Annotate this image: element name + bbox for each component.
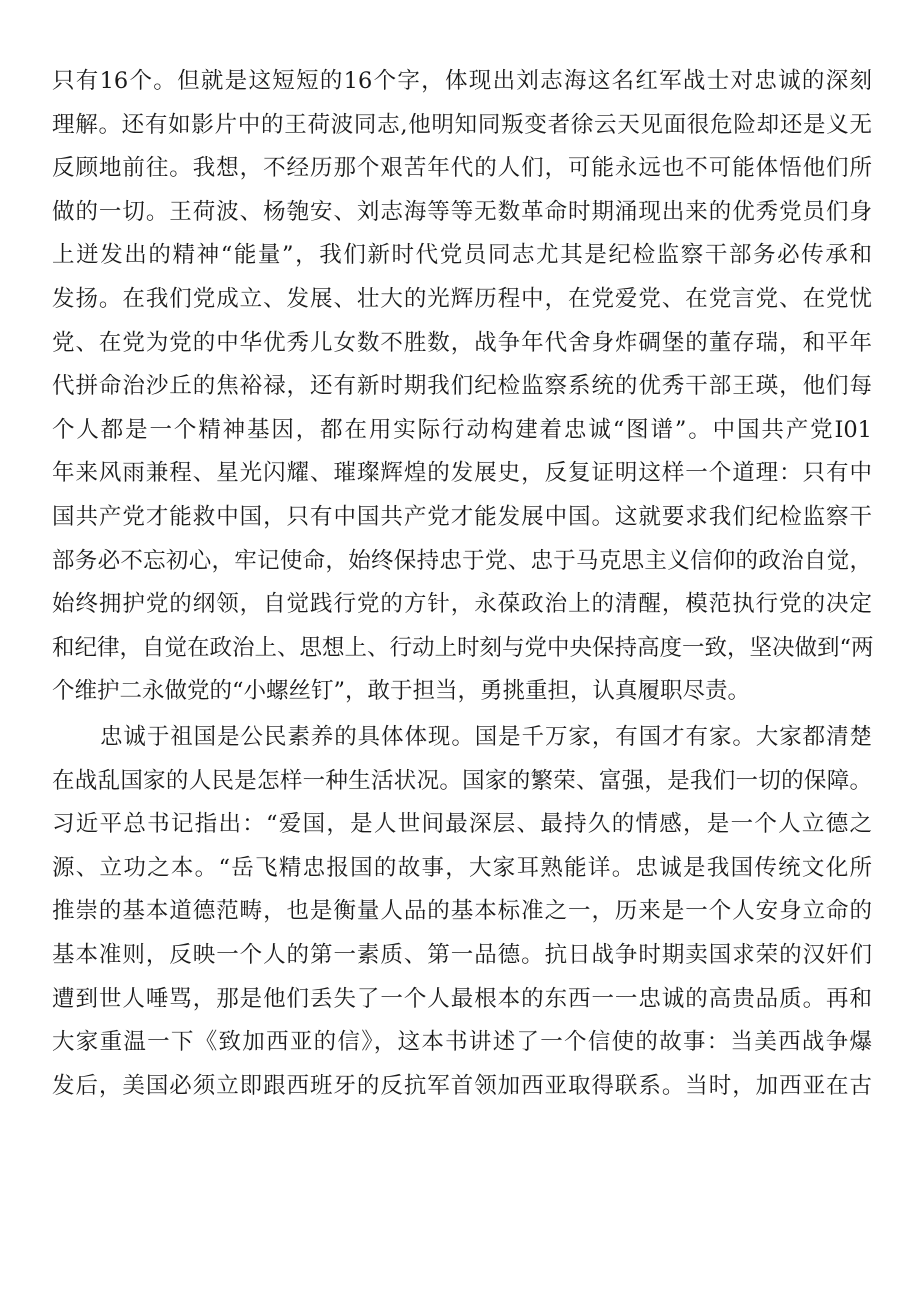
text-line: 基本准则，反映一个人的第一素质、第一品德。抗日战争时期卖国求荣的汉奸们 (52, 941, 872, 968)
text-line: 始终拥护党的纲领，自觉践行党的方针，永葆政治上的清醒，模范执行党的决定 (52, 591, 872, 618)
text-line: 推崇的基本道德范畴，也是衡量人品的基本标准之一，历来是一个人安身立命的 (52, 898, 872, 925)
text-line: 党、在党为党的中华优秀儿女数不胜数，战争年代舍身炸碉堡的董存瑞，和平年 (52, 329, 872, 356)
text-line: 代拼命治沙丘的焦裕禄，还有新时期我们纪检监察系统的优秀干部王瑛，他们每 (52, 373, 872, 400)
text-line: 忠诚于祖国是公民素养的具体体现。国是千万家，有国才有家。大家都清楚 (100, 724, 872, 750)
paragraph-2 (52, 716, 872, 1108)
text-line: 只有16个。但就是这短短的16个字，体现出刘志海这名红军战士对忠诚的深刻 (52, 68, 872, 94)
text-line: 个维护二永做党的“小螺丝钉”，敢于担当，勇挑重担，认真履职尽责。 (52, 678, 751, 705)
text-line: 国共产党才能救中国，只有中国共产党才能发展中国。这就要求我们纪检监察干 (52, 503, 872, 530)
text-line: 发扬。在我们党成立、发展、壮大的光辉历程中，在党爱党、在党言党、在党忧 (52, 285, 872, 312)
text-line: 理解。还有如影片中的王荷波同志,他明知同叛变者徐云天见面很危险却还是义无 (52, 111, 872, 138)
text-line: 大家重温一下《致加西亚的信》，这本书讲述了一个信使的故事：当美西战争爆 (52, 1029, 872, 1056)
text-line: 个人都是一个精神基因，都在用实际行动构建着忠诚“图谱”。中国共产党I01 (52, 416, 872, 443)
paragraph-1 (52, 60, 872, 714)
text-line: 和纪律，自觉在政治上、思想上、行动上时刻与党中央保持高度一致，坚决做到“两 (52, 634, 874, 661)
text-line: 习近平总书记指出：“爱国，是人世间最深层、最持久的情感，是一个人立德之 (52, 811, 872, 838)
text-line: 年来风雨兼程、星光闪耀、璀璨辉煌的发展史，反复证明这样一个道理：只有中 (52, 460, 872, 487)
text-line: 上迸发出的精神“能量”，我们新时代党员同志尤其是纪检监察干部务必传承和 (52, 242, 872, 269)
text-line: 做的一切。王荷波、杨匏安、刘志海等等无数革命时期涌现出来的优秀党员们身 (52, 198, 872, 225)
text-line: 发后，美国必须立即跟西班牙的反抗军首领加西亚取得联系。当时，加西亚在古 (52, 1072, 872, 1099)
text-line: 部务必不忘初心，牢记使命，始终保持忠于党、忠于马克思主义信仰的政治自觉， (52, 547, 872, 574)
text-line: 源、立功之本。“岳飞精忠报国的故事，大家耳熟能详。忠诚是我国传统文化所 (52, 854, 872, 881)
text-line: 遭到世人唾骂，那是他们丢失了一个人最根本的东西一一忠诚的高贵品质。再和 (52, 985, 872, 1012)
text-line: 在战乱国家的人民是怎样一种生活状况。国家的繁荣、富强，是我们一切的保障。 (52, 767, 872, 794)
text-line: 反顾地前往。我想，不经历那个艰苦年代的人们，可能永远也不可能体悟他们所 (52, 155, 872, 182)
